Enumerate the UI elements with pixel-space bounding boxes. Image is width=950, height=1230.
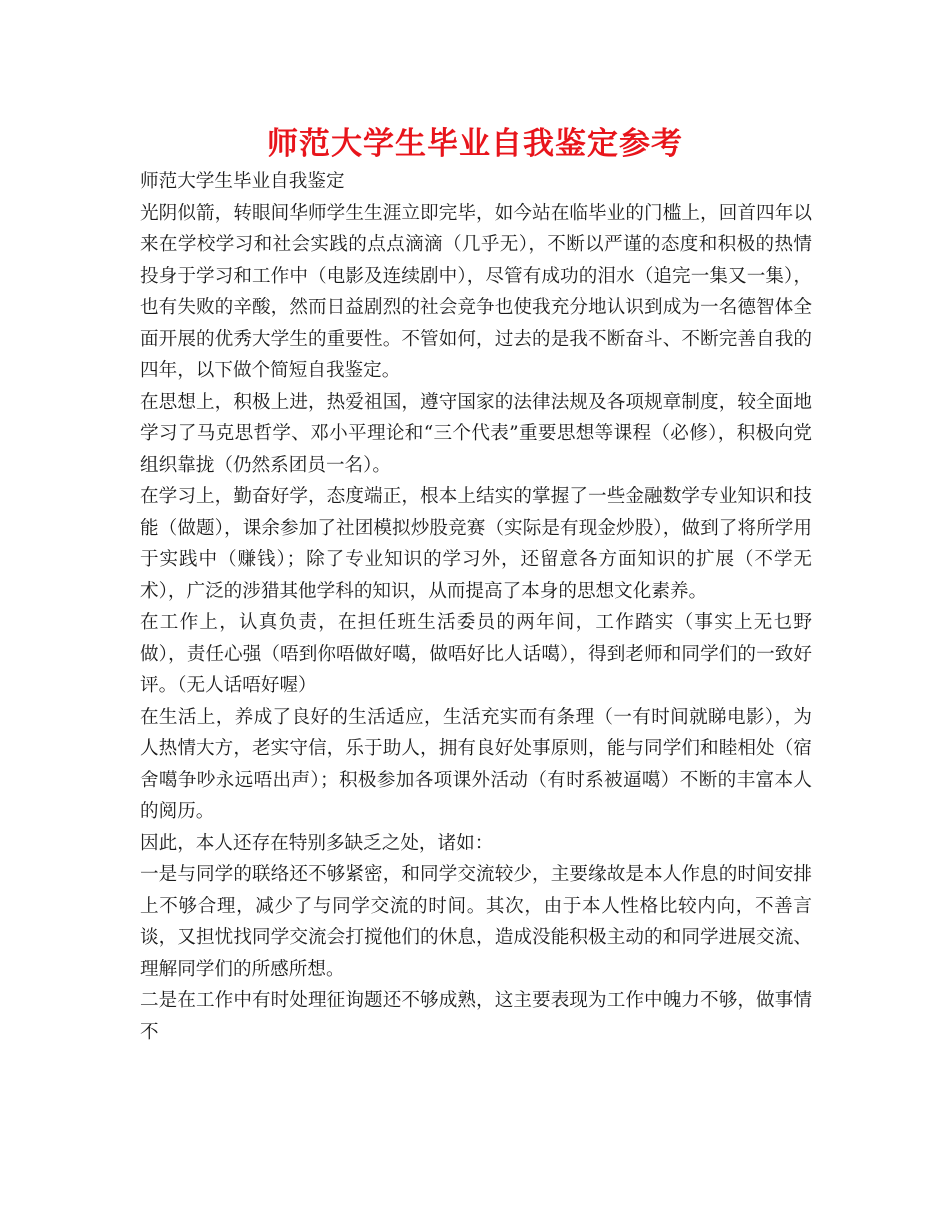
document-subtitle: 师范大学生毕业自我鉴定 [140, 171, 345, 192]
paragraph-shortcoming-two: 二是在工作中有时处理征询题还不够成熟，这主要表现为工作中魄力不够，做事情不 [140, 990, 812, 1043]
paragraph-life: 在生活上，养成了良好的生活适应，生活充实而有条理（一有时间就睇电影），为人热情大方，老实守信，乐于助人，拥有良好处事原则，能与同学们和睦相处（宿舍噶争吵永远唔出声）；积极参加各项课外活动（有时系被逼噶）不断的丰富本人的阅历。 [140, 706, 812, 822]
paragraph-study: 在学习上，勤奋好学，态度端正，根本上结实的掌握了一些金融数学专业知识和技能（做题），课余参加了社团模拟炒股竞赛（实际是有现金炒股），做到了将所学用于实践中（赚钱）；除了专业知识的学习外，还留意各方面知识的扩展（不学无术），广泛的涉猎其他学科的知识，从而提高了本身的思想文化素养。 [140, 486, 812, 602]
paragraph-thought: 在思想上，积极上进，热爱祖国，遵守国家的法律法规及各项规章制度，较全面地学习了马克思哲学、邓小平理论和“三个代表”重要思想等课程（必修），积极向党组织靠拢（仍然系团员一名）。 [140, 391, 812, 476]
paragraph-intro: 光阴似箭，转眼间华师学生生涯立即完毕，如今站在临毕业的门槛上，回首四年以来在学校学习和社会实践的点点滴滴（几乎无），不断以严谨的态度和积极的热情投身于学习和工作中（电影及连续剧中），尽管有成功的泪水（追完一集又一集），也有失败的辛酸，然而日益剧烈的社会竞争也使我充分地认识到成为一名德智体全面开展的优秀大学生的重要性。不管如何，过去的是我不断奋斗、不断完善自我的四年，以下做个简短自我鉴定。 [140, 202, 812, 381]
document-title: 师范大学生毕业自我鉴定参考 [267, 126, 683, 162]
paragraph-shortcomings-intro: 因此，本人还存在特别多缺乏之处，诸如： [140, 832, 494, 854]
paragraph-work: 在工作上，认真负责，在担任班生活委员的两年间，工作踏实（事实上无乜野做），责任心强（唔到你唔做好噶，做唔好比人话噶），得到老师和同学们的一致好评。（无人话唔好喔） [140, 612, 812, 696]
paragraph-shortcoming-one: 一是与同学的联络还不够紧密，和同学交流较少，主要缘故是本人作息的时间安排上不够合理，减少了与同学交流的时间。其次，由于本人性格比较内向，不善言谈，又担忧找同学交流会打搅他们的休息，造成没能积极主动的和同学进展交流、理解同学们的所感所想。 [140, 864, 812, 980]
document-body [140, 166, 812, 1048]
